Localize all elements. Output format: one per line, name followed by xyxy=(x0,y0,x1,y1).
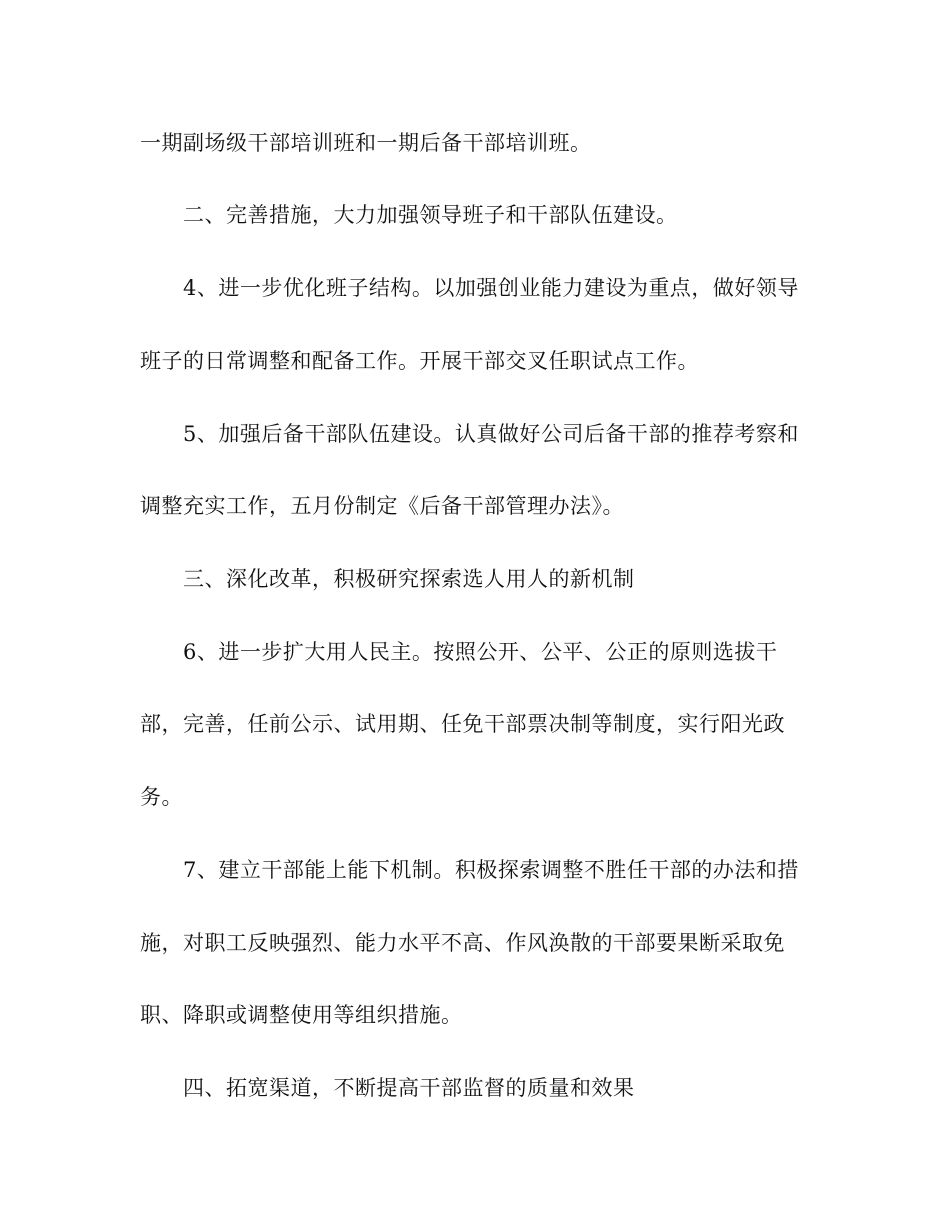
paragraph-line: 5、加强后备干部队伍建设。认真做好公司后备干部的推荐考察和 xyxy=(183,422,799,446)
text-line: 施，对职工反映强烈、能力水平不高、作风涣散的干部要果断采取免 xyxy=(140,931,785,955)
text-line: 班子的日常调整和配备工作。开展干部交叉任职试点工作。 xyxy=(140,349,699,373)
text-line: 职、降职或调整使用等组织措施。 xyxy=(140,1003,463,1027)
text-line: 调整充实工作，五月份制定《后备干部管理办法》。 xyxy=(140,494,624,518)
paragraph-line: 6、进一步扩大用人民主。按照公开、公平、公正的原则选拔干 xyxy=(183,640,778,664)
paragraph-line: 4、进一步优化班子结构。以加强创业能力建设为重点，做好领导 xyxy=(183,276,799,300)
section-heading: 二、完善措施，大力加强领导班子和干部队伍建设。 xyxy=(183,203,678,227)
section-heading: 四、拓宽渠道，不断提高干部监督的质量和效果 xyxy=(183,1076,635,1100)
section-heading: 三、深化改革，积极研究探索选人用人的新机制 xyxy=(183,567,635,591)
text-line: 一期副场级干部培训班和一期后备干部培训班。 xyxy=(140,131,592,155)
paragraph-line: 7、建立干部能上能下机制。积极探索调整不胜任干部的办法和措 xyxy=(183,858,799,882)
text-line: 部，完善，任前公示、试用期、任免干部票决制等制度，实行阳光政 xyxy=(140,712,785,736)
text-line: 务。 xyxy=(140,785,183,809)
